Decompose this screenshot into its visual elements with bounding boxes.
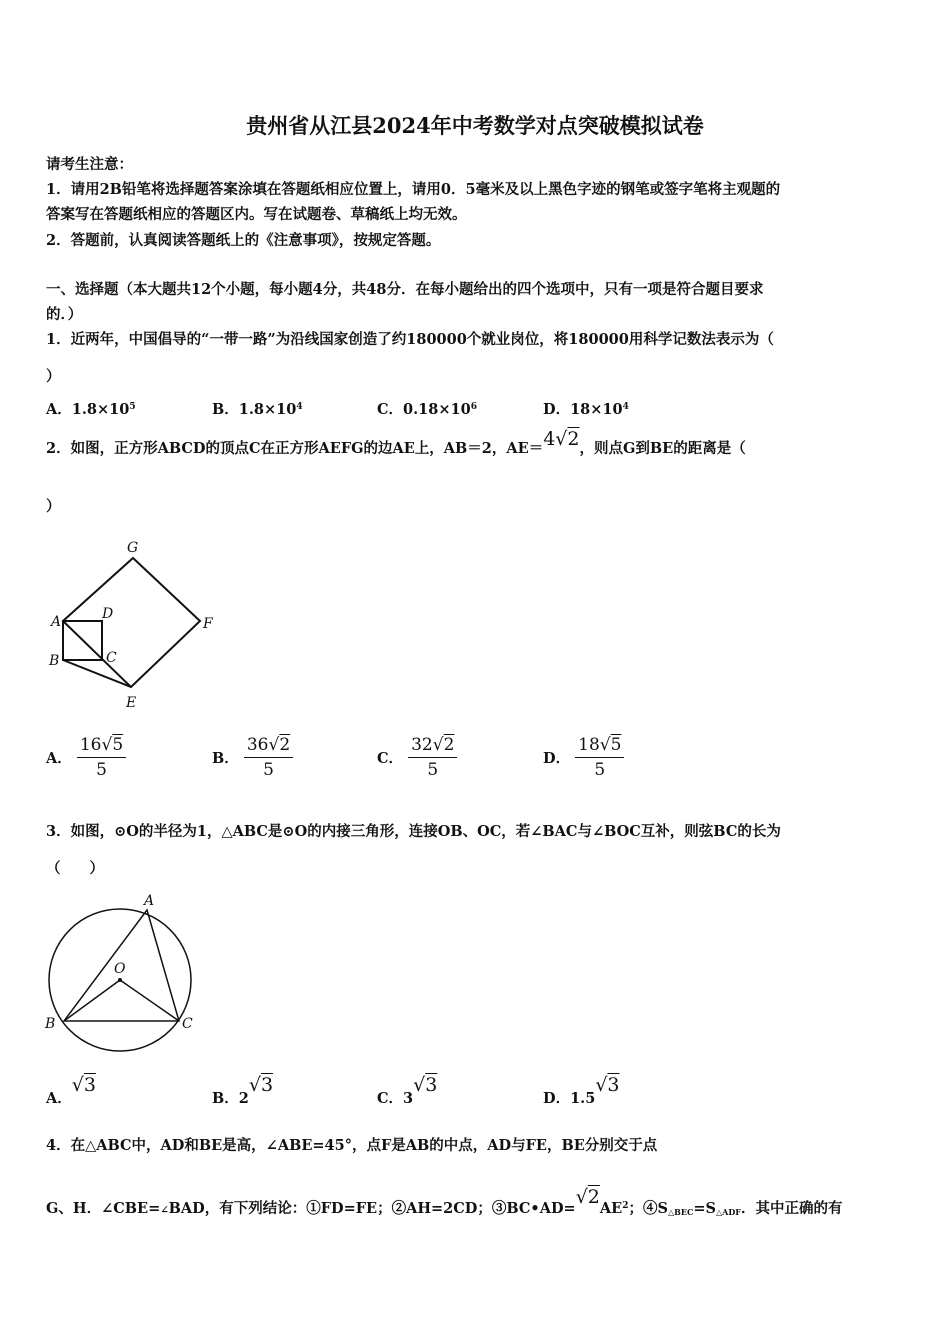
- q1-option-b: B．$1.8\times 10^4$: [212, 401, 303, 418]
- q3-stem-line-1: 3．如图，⊙O的半径为1，△ABC是⊙O的内接三角形，连接OB、OC，若∠BAC与∠BOC互补，则弦BC的长为: [46, 823, 781, 840]
- q2-option-b: B． $\frac{36√2}{5}$: [212, 735, 293, 780]
- label-g: G: [127, 540, 139, 556]
- segment-oc: [120, 980, 179, 1021]
- q1-stem-line-2: ）: [46, 368, 61, 385]
- q3-stem-line-2: （ ）: [46, 860, 104, 877]
- q2-option-c: C． $\frac{32√2}{5}$: [377, 735, 457, 780]
- label-c: C: [106, 650, 117, 666]
- q3-option-a: A．√3: [46, 1074, 96, 1107]
- q1-option-d: D．$18\times 10^4$: [543, 401, 629, 418]
- q3-circle-figure: [40, 888, 205, 1058]
- label-d: D: [102, 606, 114, 622]
- q4-stem-line-2: G、H．∠CBE=∠BAD，有下列结论：①FD=FE；②AH=2CD；$③BC•AD=√2AE^2$；$④S_{\triangle BEC}=S_{\triangle ADF}$．其中正确的有: [46, 1186, 843, 1217]
- label-b: B: [45, 1016, 56, 1032]
- q2-option-a: A． $\frac{16√5}{5}$: [46, 735, 126, 780]
- center-point: [118, 978, 122, 982]
- notice-item-2: 2．答题前，认真阅读答题纸上的《注意事项》，按规定答题。: [46, 232, 441, 249]
- q4-stem-line-1: 4．在△ABC中，AD和BE是高，∠ABE=45°，点F是AB的中点，AD与FE，BE分别交于点: [46, 1137, 658, 1154]
- label-b: B: [49, 653, 60, 669]
- label-a: A: [144, 893, 155, 909]
- label-o: O: [114, 961, 126, 977]
- q2-stem-line-2: ）: [46, 498, 61, 515]
- segment-be: [63, 660, 131, 687]
- q3-option-b: B．2√3: [212, 1074, 274, 1107]
- section-heading-line-1: 一、选择题（本大题共12个小题，每小题4分，共48分．在每小题给出的四个选项中，只有一项是符合题目要求: [46, 281, 764, 298]
- q2-option-d: D． $\frac{18√5}{5}$: [543, 735, 624, 780]
- label-f: F: [203, 616, 213, 632]
- notice-heading: 请考生注意：: [46, 156, 133, 173]
- q3-option-c: C．3√3: [377, 1074, 438, 1107]
- q1-option-a: A．$1.8\times 10^5$: [46, 401, 136, 418]
- notice-item-1-line-2: 答案写在答题纸相应的答题区内。写在试题卷、草稿纸上均无效。: [46, 206, 467, 223]
- q1-option-c: C．$0.18\times 10^6$: [377, 401, 477, 418]
- page-title: 贵州省从江县2024年中考数学对点突破模拟试卷: [246, 113, 704, 138]
- label-a: A: [51, 614, 62, 630]
- label-e: E: [126, 695, 137, 711]
- q3-option-d: D．1.5√3: [543, 1074, 620, 1107]
- q2-stem-line-1: 2．如图，正方形ABCD的顶点C在正方形AEFG的边AE上，AB＝2，AE＝4√2，则点G到BE的距离是（: [46, 428, 746, 457]
- notice-item-1-line-1: 1．请用2B铅笔将选择题答案涂填在答题纸相应位置上，请用0．5毫米及以上黑色字迹的钢笔或签字笔将主观题的: [46, 181, 781, 198]
- q1-stem-line-1: 1．近两年，中国倡导的“一带一路”为沿线国家创造了约180000个就业岗位，将180000用科学记数法表示为（: [46, 331, 774, 348]
- q2-squares-figure: [40, 530, 230, 715]
- label-c: C: [182, 1016, 193, 1032]
- section-heading-line-2: 的．）: [46, 306, 83, 323]
- segment-ob: [64, 980, 120, 1021]
